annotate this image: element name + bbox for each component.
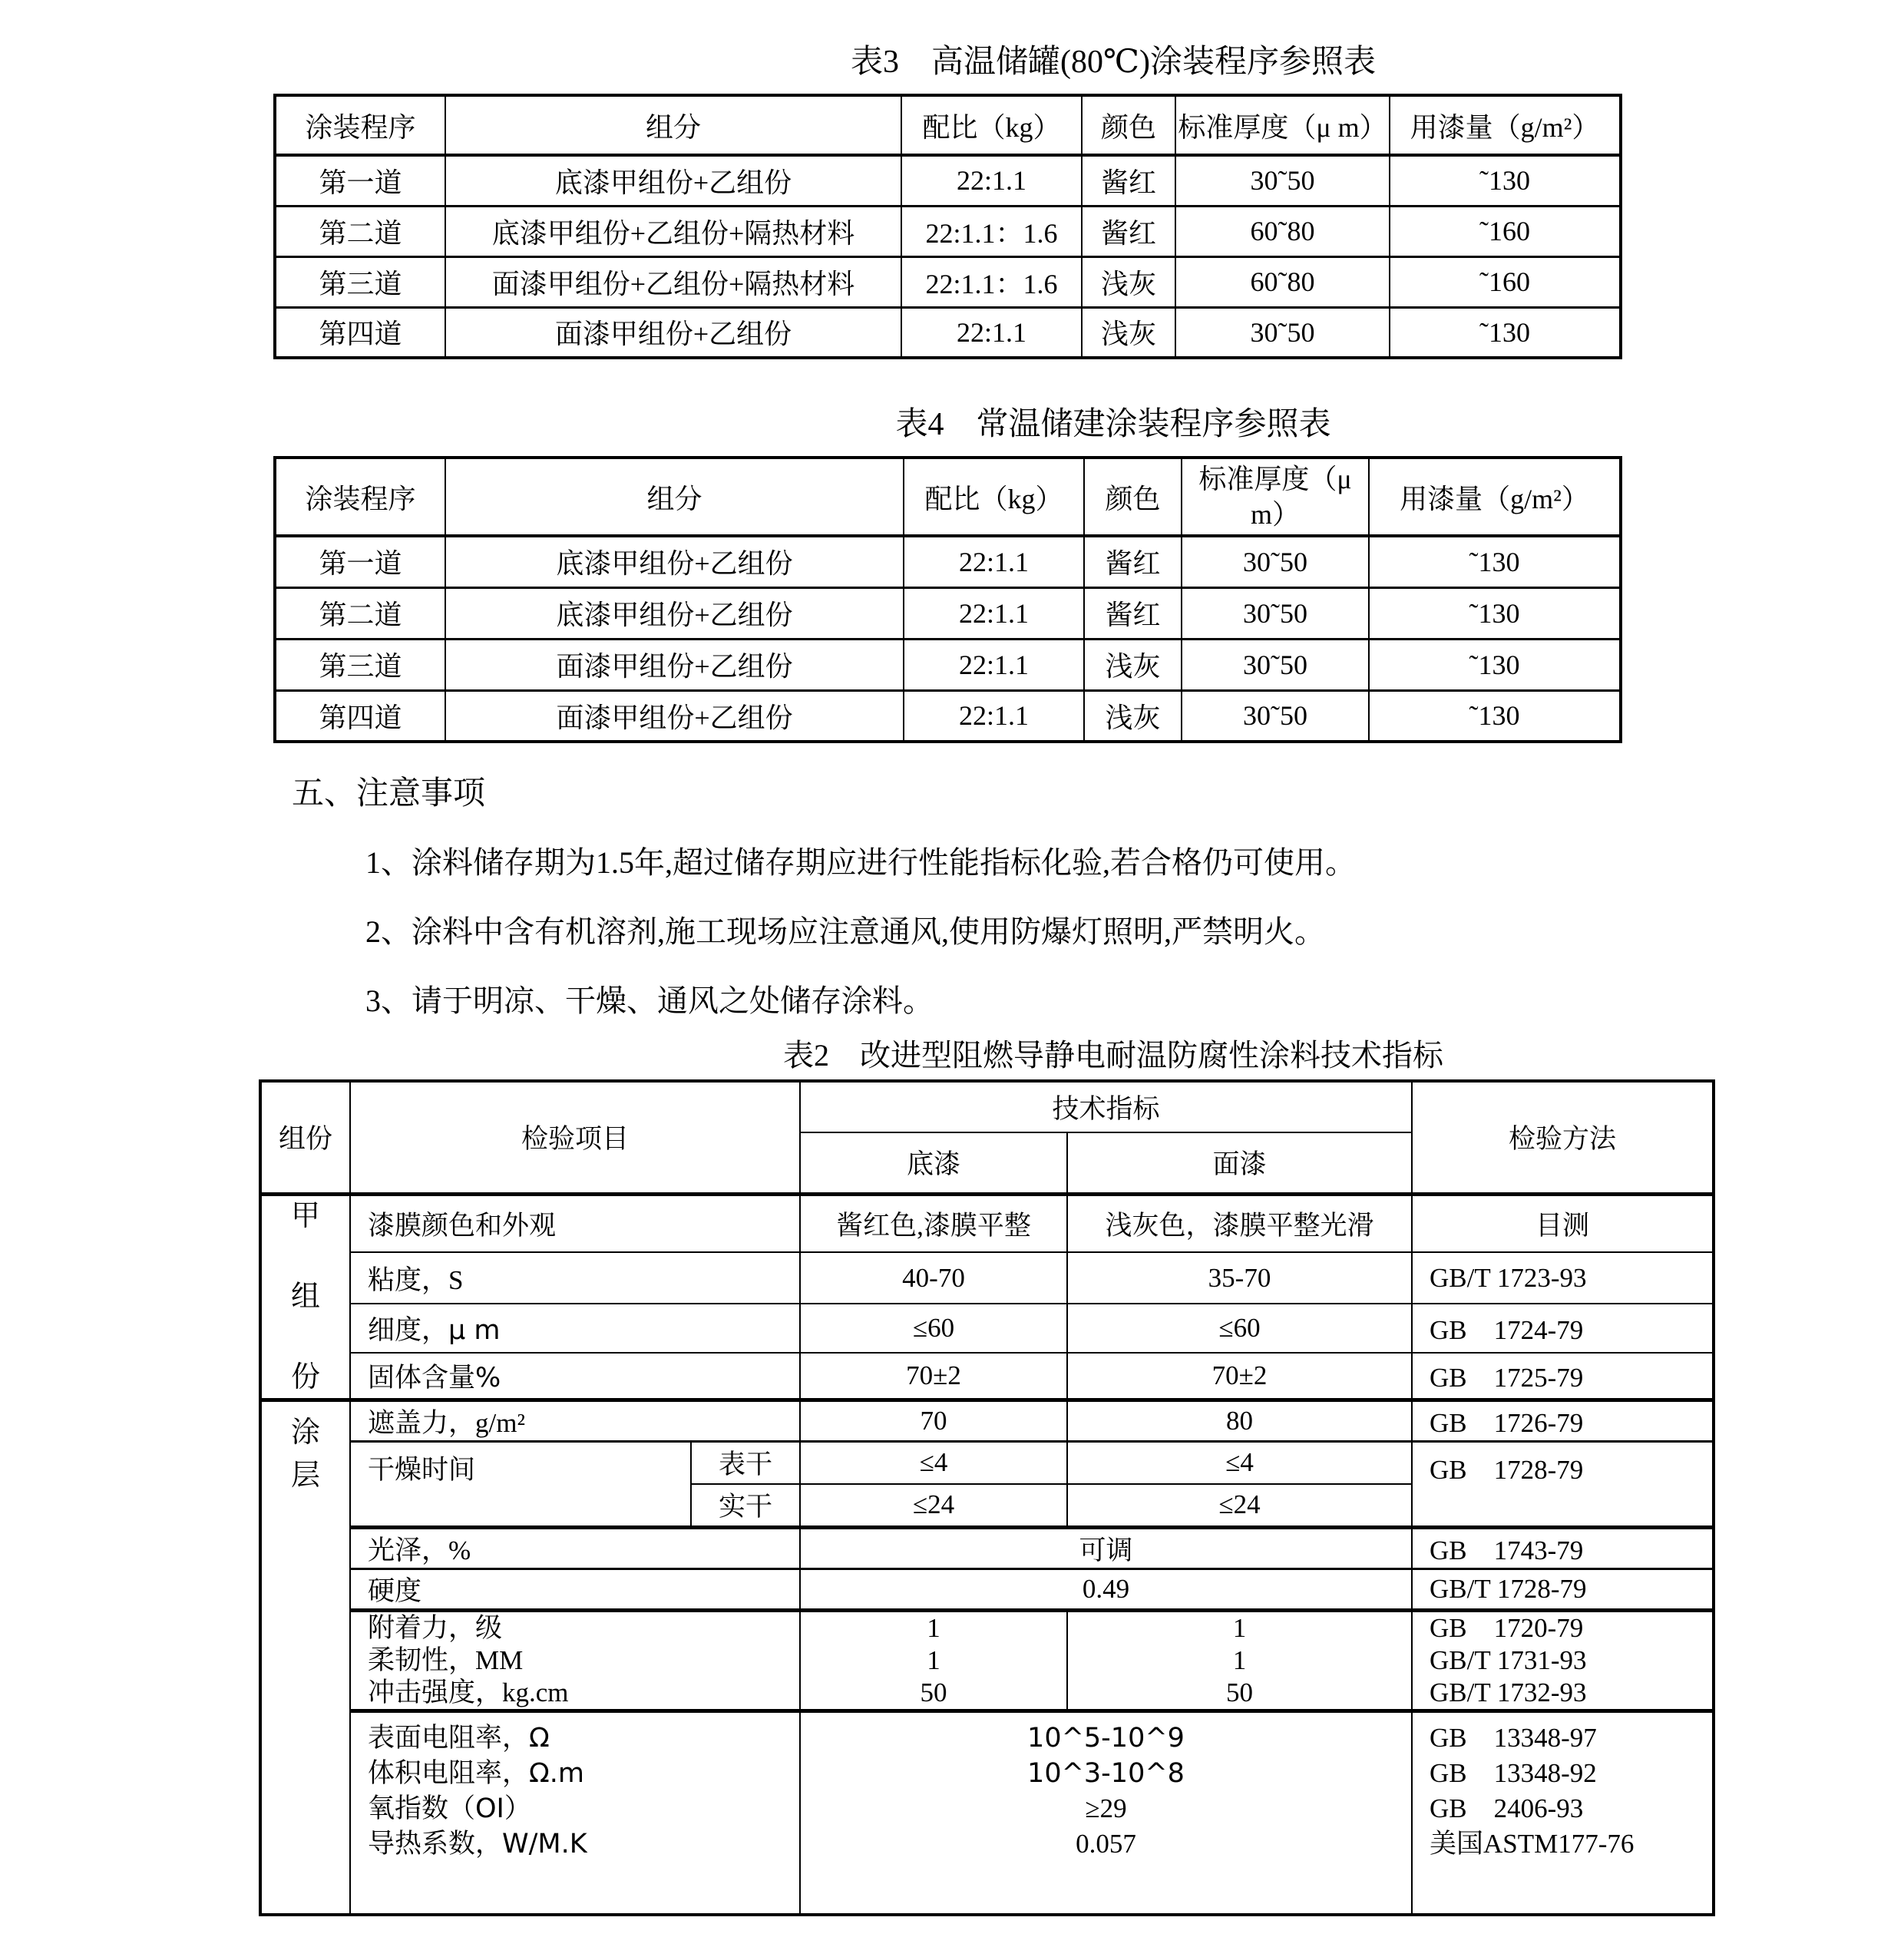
method: 美国ASTM177-76 bbox=[1430, 1828, 1635, 1859]
table4-header-procedure: 涂装程序 bbox=[275, 458, 445, 536]
cell-step: 第三道 bbox=[275, 256, 445, 307]
cell-topcoat: ≤4 bbox=[1067, 1441, 1412, 1484]
cell-primer: 40-70 bbox=[800, 1252, 1067, 1304]
cell-component: 面漆甲组份+乙组份 bbox=[445, 690, 904, 742]
item-oxygen-index: 氧指数（OI） bbox=[368, 1793, 531, 1824]
table2-header-component: 组份 bbox=[260, 1081, 350, 1194]
value: 10^3-10^8 bbox=[1027, 1757, 1185, 1789]
table3-header-thickness: 标准厚度（μ m） bbox=[1175, 95, 1390, 155]
table4-title: 表4 常温储建涂装程序参照表 bbox=[895, 407, 1331, 442]
group-b-stack bbox=[262, 1411, 349, 1497]
table3-row-2 bbox=[275, 206, 1621, 256]
table2 bbox=[259, 1079, 1715, 1916]
table4-header-component: 组分 bbox=[445, 458, 904, 536]
item-thermal-conductivity: 导热系数，W/M.K bbox=[368, 1828, 587, 1859]
cell-usage: ˜130 bbox=[1369, 587, 1621, 639]
table2-row-electrical bbox=[260, 1711, 1714, 1915]
table4-row-3 bbox=[275, 639, 1621, 690]
cell-item: 细度，μ m bbox=[350, 1304, 800, 1353]
item-flexibility: 柔韧性，MM bbox=[368, 1644, 524, 1675]
cell-ratio: 22:1.1 bbox=[904, 639, 1084, 690]
item-surface-resistivity: 表面电阻率，Ω bbox=[368, 1722, 550, 1754]
method: GB 13348-97 bbox=[1430, 1722, 1597, 1753]
cell-method: GB 1725-79 bbox=[1412, 1353, 1714, 1400]
method: GB 1720-79 bbox=[1430, 1612, 1584, 1643]
table2-row-hardness bbox=[260, 1568, 1714, 1610]
cell-item: 粘度，S bbox=[350, 1252, 800, 1304]
cell-usage: ˜130 bbox=[1390, 155, 1621, 206]
cell-sub-hard-dry: 实干 bbox=[691, 1484, 800, 1527]
table3-row-4 bbox=[275, 307, 1621, 358]
cell-value-merged: 0.49 bbox=[800, 1568, 1412, 1610]
cell-method: GB 1743-79 bbox=[1412, 1527, 1714, 1568]
group-a-char: 份 bbox=[290, 1361, 320, 1393]
cell-drytime-label: 干燥时间 bbox=[350, 1441, 691, 1527]
cell-items bbox=[350, 1711, 800, 1915]
table2-header-method: 检验方法 bbox=[1412, 1081, 1714, 1194]
table2-row-mechanical bbox=[260, 1610, 1714, 1711]
cell-step: 第一道 bbox=[275, 536, 445, 587]
value: ≥29 bbox=[1085, 1793, 1127, 1823]
table2-row-coverage bbox=[260, 1400, 1714, 1441]
cell-primer: ≤4 bbox=[800, 1441, 1067, 1484]
cell-primer: ≤24 bbox=[800, 1484, 1067, 1527]
value: 10^5-10^9 bbox=[1027, 1722, 1185, 1754]
cell-method: GB 1726-79 bbox=[1412, 1400, 1714, 1441]
cell-topcoat: ≤60 bbox=[1067, 1304, 1412, 1353]
cell-topcoat: 80 bbox=[1067, 1400, 1412, 1441]
cell-usage: ˜130 bbox=[1369, 690, 1621, 742]
cell-topcoat: 35-70 bbox=[1067, 1252, 1412, 1304]
method: GB/T 1732-93 bbox=[1430, 1677, 1587, 1707]
table4 bbox=[273, 456, 1622, 743]
table3 bbox=[273, 94, 1622, 359]
table4-header-color: 颜色 bbox=[1084, 458, 1182, 536]
cell-method: GB 1728-79 bbox=[1412, 1441, 1714, 1527]
cell-step: 第一道 bbox=[275, 155, 445, 206]
cell-color: 酱红 bbox=[1084, 587, 1182, 639]
cell-step: 第三道 bbox=[275, 639, 445, 690]
value: 1 bbox=[1232, 1612, 1247, 1643]
cell-method: 目测 bbox=[1412, 1194, 1714, 1252]
cell-method: GB/T 1723-93 bbox=[1412, 1252, 1714, 1304]
cell-thickness: 60˜80 bbox=[1175, 206, 1390, 256]
notes-heading: 五、注意事项 bbox=[292, 776, 486, 811]
table2-header-topcoat: 面漆 bbox=[1067, 1132, 1412, 1194]
note-item-1: 1、涂料储存期为1.5年,超过储存期应进行性能指标化验,若合格仍可使用。 bbox=[365, 845, 1356, 880]
cell-primer: 70 bbox=[800, 1400, 1067, 1441]
table2-header-tech: 技术指标 bbox=[800, 1081, 1412, 1132]
cell-sub-surface-dry: 表干 bbox=[691, 1441, 800, 1484]
table2-header-primer: 底漆 bbox=[800, 1132, 1067, 1194]
table2-row-film bbox=[260, 1194, 1714, 1252]
cell-color: 酱红 bbox=[1082, 206, 1175, 256]
table4-header-row bbox=[275, 458, 1621, 536]
cell-topcoat-values bbox=[1067, 1610, 1412, 1711]
item-volume-resistivity: 体积电阻率，Ω.m bbox=[368, 1757, 584, 1789]
cell-topcoat: 浅灰色，漆膜平整光滑 bbox=[1067, 1194, 1412, 1252]
value: 50 bbox=[1226, 1677, 1253, 1707]
value: 1 bbox=[927, 1612, 940, 1643]
cell-color: 浅灰 bbox=[1082, 256, 1175, 307]
value: 50 bbox=[920, 1677, 947, 1707]
cell-step: 第四道 bbox=[275, 307, 445, 358]
table2-row-solids bbox=[260, 1353, 1714, 1400]
table4-header-ratio: 配比（kg） bbox=[904, 458, 1084, 536]
cell-item: 固体含量% bbox=[350, 1353, 800, 1400]
table2-row-viscosity bbox=[260, 1252, 1714, 1304]
cell-ratio: 22:1.1：1.6 bbox=[901, 256, 1082, 307]
cell-values-merged bbox=[800, 1711, 1412, 1915]
item-impact: 冲击强度，kg.cm bbox=[368, 1677, 569, 1707]
cell-item: 硬度 bbox=[350, 1568, 800, 1610]
document-page bbox=[0, 43, 1904, 1916]
cell-item: 遮盖力，g/m² bbox=[350, 1400, 800, 1441]
cell-step: 第二道 bbox=[275, 587, 445, 639]
cell-thickness: 60˜80 bbox=[1175, 256, 1390, 307]
value: 0.057 bbox=[1076, 1828, 1136, 1859]
cell-usage: ˜130 bbox=[1369, 639, 1621, 690]
cell-color: 酱红 bbox=[1084, 536, 1182, 587]
cell-color: 浅灰 bbox=[1082, 307, 1175, 358]
group-a-stack bbox=[262, 1201, 349, 1393]
table2-row-drytime-surface bbox=[260, 1441, 1714, 1484]
cell-value-merged: 可调 bbox=[800, 1527, 1412, 1568]
cell-ratio: 22:1.1：1.6 bbox=[901, 206, 1082, 256]
cell-step: 第二道 bbox=[275, 206, 445, 256]
group-b-cell bbox=[260, 1400, 350, 1915]
cell-primer: 70±2 bbox=[800, 1353, 1067, 1400]
group-a-cell bbox=[260, 1194, 350, 1400]
cell-topcoat: 70±2 bbox=[1067, 1353, 1412, 1400]
cell-component: 面漆甲组份+乙组份+隔热材料 bbox=[445, 256, 901, 307]
method: GB 2406-93 bbox=[1430, 1793, 1584, 1823]
note-item-2: 2、涂料中含有机溶剂,施工现场应注意通风,使用防爆灯照明,严禁明火。 bbox=[365, 914, 1325, 949]
cell-primer: 酱红色,漆膜平整 bbox=[800, 1194, 1067, 1252]
cell-thickness: 30˜50 bbox=[1182, 536, 1369, 587]
item-adhesion: 附着力，级 bbox=[368, 1612, 503, 1643]
table3-row-1 bbox=[275, 155, 1621, 206]
table3-header-procedure: 涂装程序 bbox=[275, 95, 445, 155]
cell-ratio: 22:1.1 bbox=[904, 587, 1084, 639]
cell-component: 底漆甲组份+乙组份+隔热材料 bbox=[445, 206, 901, 256]
cell-usage: ˜160 bbox=[1390, 256, 1621, 307]
table4-header-thickness: 标准厚度（μ m） bbox=[1182, 458, 1369, 536]
cell-items bbox=[350, 1610, 800, 1711]
cell-color: 浅灰 bbox=[1084, 690, 1182, 742]
cell-component: 面漆甲组份+乙组份 bbox=[445, 639, 904, 690]
table4-row-1 bbox=[275, 536, 1621, 587]
cell-method: GB/T 1728-79 bbox=[1412, 1568, 1714, 1610]
table2-row-fineness bbox=[260, 1304, 1714, 1353]
table3-header-component: 组分 bbox=[445, 95, 901, 155]
group-a-char: 组 bbox=[290, 1281, 320, 1313]
table2-header-row-1 bbox=[260, 1081, 1714, 1132]
method: GB/T 1731-93 bbox=[1430, 1644, 1587, 1675]
cell-ratio: 22:1.1 bbox=[904, 536, 1084, 587]
value: 1 bbox=[927, 1644, 940, 1675]
table2-header-item: 检验项目 bbox=[350, 1081, 800, 1194]
cell-thickness: 30˜50 bbox=[1182, 587, 1369, 639]
group-a-char: 甲 bbox=[290, 1200, 320, 1232]
cell-thickness: 30˜50 bbox=[1175, 155, 1390, 206]
cell-item: 漆膜颜色和外观 bbox=[350, 1194, 800, 1252]
cell-methods bbox=[1412, 1711, 1714, 1915]
table3-row-3 bbox=[275, 256, 1621, 307]
table3-title: 表3 高温储罐(80℃)涂装程序参照表 bbox=[851, 45, 1376, 80]
cell-thickness: 30˜50 bbox=[1182, 639, 1369, 690]
cell-thickness: 30˜50 bbox=[1182, 690, 1369, 742]
cell-item: 光泽，% bbox=[350, 1527, 800, 1568]
table3-header-ratio: 配比（kg） bbox=[901, 95, 1082, 155]
note-item-3: 3、请于明凉、干燥、通风之处储存涂料。 bbox=[365, 983, 934, 1018]
table4-row-4 bbox=[275, 690, 1621, 742]
cell-method: GB 1724-79 bbox=[1412, 1304, 1714, 1353]
cell-topcoat: ≤24 bbox=[1067, 1484, 1412, 1527]
method: GB 13348-92 bbox=[1430, 1757, 1597, 1788]
cell-ratio: 22:1.1 bbox=[904, 690, 1084, 742]
cell-color: 酱红 bbox=[1082, 155, 1175, 206]
value: 1 bbox=[1232, 1644, 1247, 1675]
table3-header-color: 颜色 bbox=[1082, 95, 1175, 155]
group-b-char: 涂 bbox=[290, 1416, 320, 1449]
cell-step: 第四道 bbox=[275, 690, 445, 742]
cell-thickness: 30˜50 bbox=[1175, 307, 1390, 358]
table3-header-usage: 用漆量（g/m²） bbox=[1390, 95, 1621, 155]
cell-usage: ˜160 bbox=[1390, 206, 1621, 256]
table3-header-row bbox=[275, 95, 1621, 155]
cell-color: 浅灰 bbox=[1084, 639, 1182, 690]
table4-row-2 bbox=[275, 587, 1621, 639]
cell-ratio: 22:1.1 bbox=[901, 155, 1082, 206]
table2-title: 表2 改进型阻燃导静电耐温防腐性涂料技术指标 bbox=[783, 1038, 1443, 1073]
cell-usage: ˜130 bbox=[1369, 536, 1621, 587]
group-b-char: 层 bbox=[290, 1459, 320, 1492]
cell-component: 底漆甲组份+乙组份 bbox=[445, 587, 904, 639]
cell-ratio: 22:1.1 bbox=[901, 307, 1082, 358]
cell-component: 底漆甲组份+乙组份 bbox=[445, 536, 904, 587]
cell-usage: ˜130 bbox=[1390, 307, 1621, 358]
table2-row-gloss bbox=[260, 1527, 1714, 1568]
table4-header-usage: 用漆量（g/m²） bbox=[1369, 458, 1621, 536]
cell-component: 面漆甲组份+乙组份 bbox=[445, 307, 901, 358]
cell-primer: ≤60 bbox=[800, 1304, 1067, 1353]
cell-methods bbox=[1412, 1610, 1714, 1711]
cell-component: 底漆甲组份+乙组份 bbox=[445, 155, 901, 206]
cell-primer-values bbox=[800, 1610, 1067, 1711]
